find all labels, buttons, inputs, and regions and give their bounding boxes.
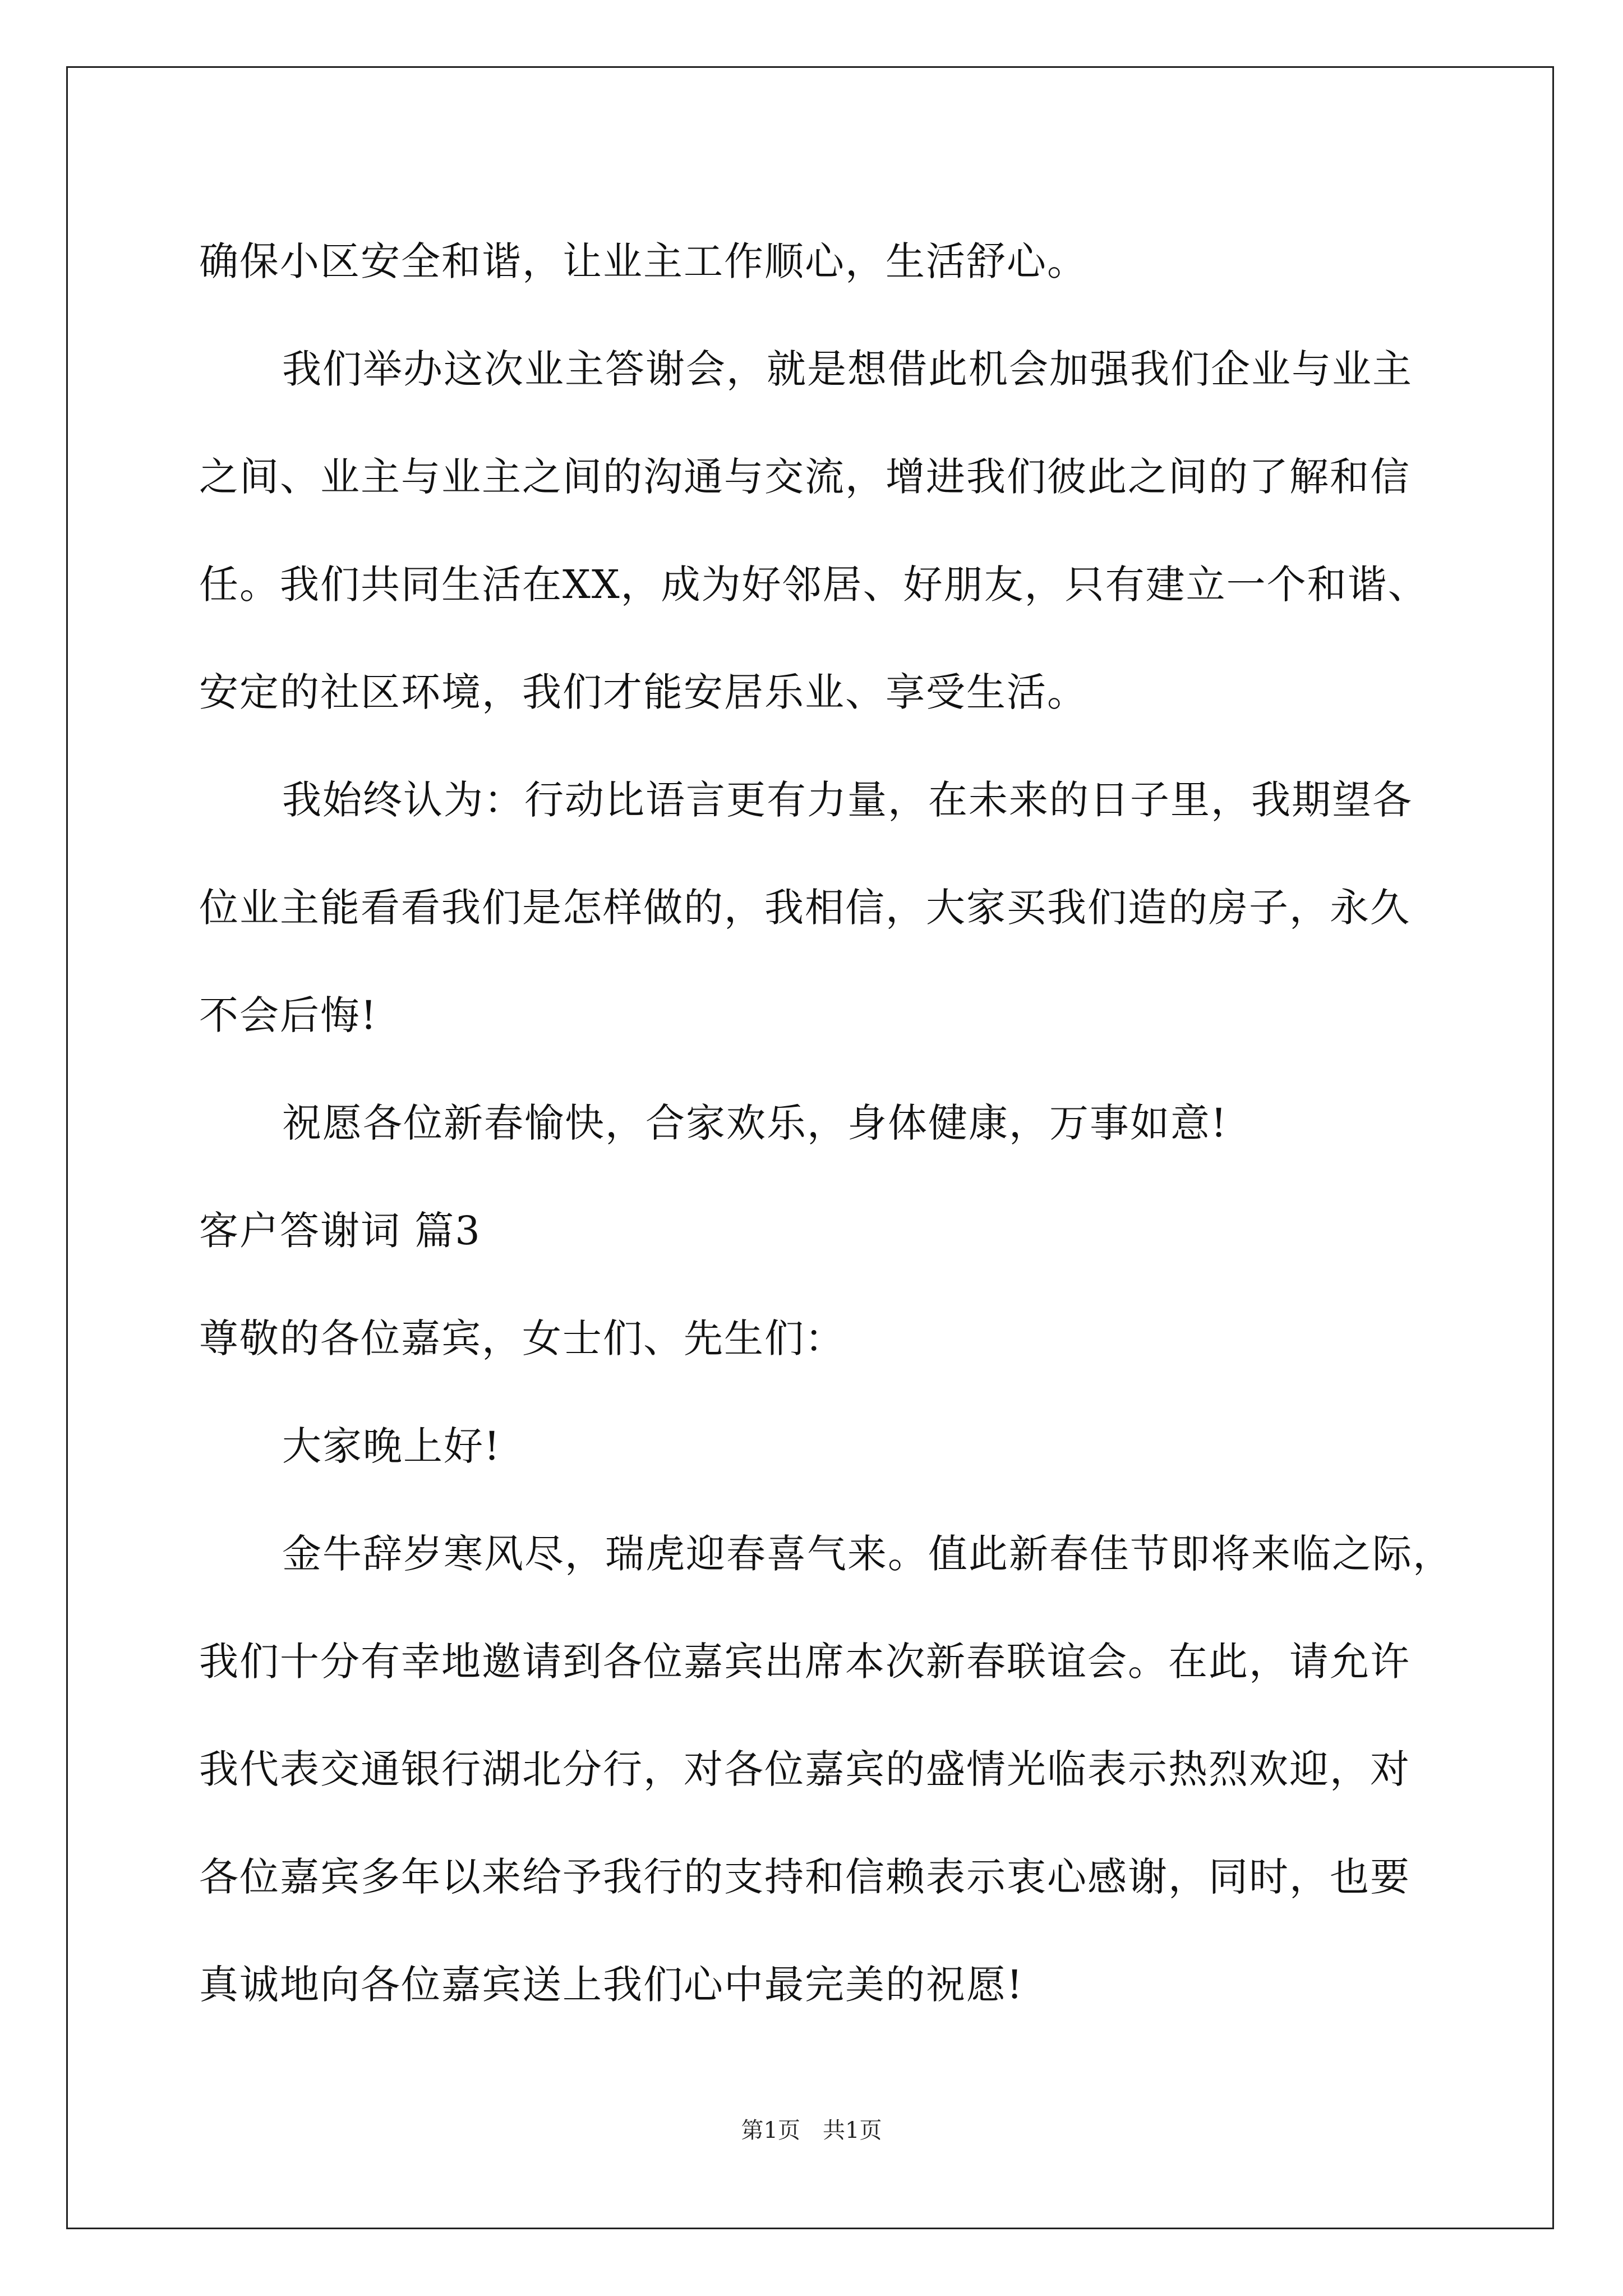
text-line: 确保小区安全和谐，让业主工作顺心，生活舒心。 (199, 238, 1087, 284)
salutation: 尊敬的各位嘉宾，女士们、先生们： (199, 1315, 845, 1361)
text-line: 之间、业主与业主之间的沟通与交流，增进我们彼此之间的了解和信 (199, 454, 1410, 500)
text-line: 大家晚上好! (282, 1423, 501, 1469)
document-body (199, 208, 1453, 2039)
section-heading: 客户答谢词 篇3 (199, 1208, 481, 1254)
text-line: 祝愿各位新春愉快，合家欢乐，身体健康，万事如意! (282, 1100, 1228, 1146)
text-line: 任。我们共同生活在XX，成为好邻居、好朋友，只有建立一个和谐、 (199, 562, 1428, 608)
text-line: 我代表交通银行湖北分行，对各位嘉宾的盛情光临表示热烈欢迎，对 (199, 1746, 1410, 1792)
page-footer (0, 2115, 1623, 2146)
text-line: 不会后悔! (199, 992, 378, 1038)
page-number: 第1页 (741, 2118, 800, 2143)
text-line: 我们十分有幸地邀请到各位嘉宾出席本次新春联谊会。在此，请允许 (199, 1639, 1410, 1685)
text-line: 安定的社区环境，我们才能安居乐业、享受生活。 (199, 669, 1087, 715)
text-line: 真诚地向各位嘉宾送上我们心中最完美的祝愿! (199, 1962, 1024, 2008)
text-line: 我们举办这次业主答谢会，就是想借此机会加强我们企业与业主 (282, 346, 1413, 392)
text-line: 各位嘉宾多年以来给予我行的支持和信赖表示衷心感谢，同时，也要 (199, 1854, 1410, 1900)
text-line: 我始终认为：行动比语言更有力量，在未来的日子里，我期望各 (282, 777, 1413, 823)
text-line: 位业主能看看我们是怎样做的，我相信，大家买我们造的房子，永久 (199, 885, 1410, 931)
text-line: 金牛辞岁寒风尽，瑞虎迎春喜气来。值此新春佳节即将来临之际， (282, 1531, 1453, 1577)
page-total: 共1页 (823, 2118, 882, 2143)
